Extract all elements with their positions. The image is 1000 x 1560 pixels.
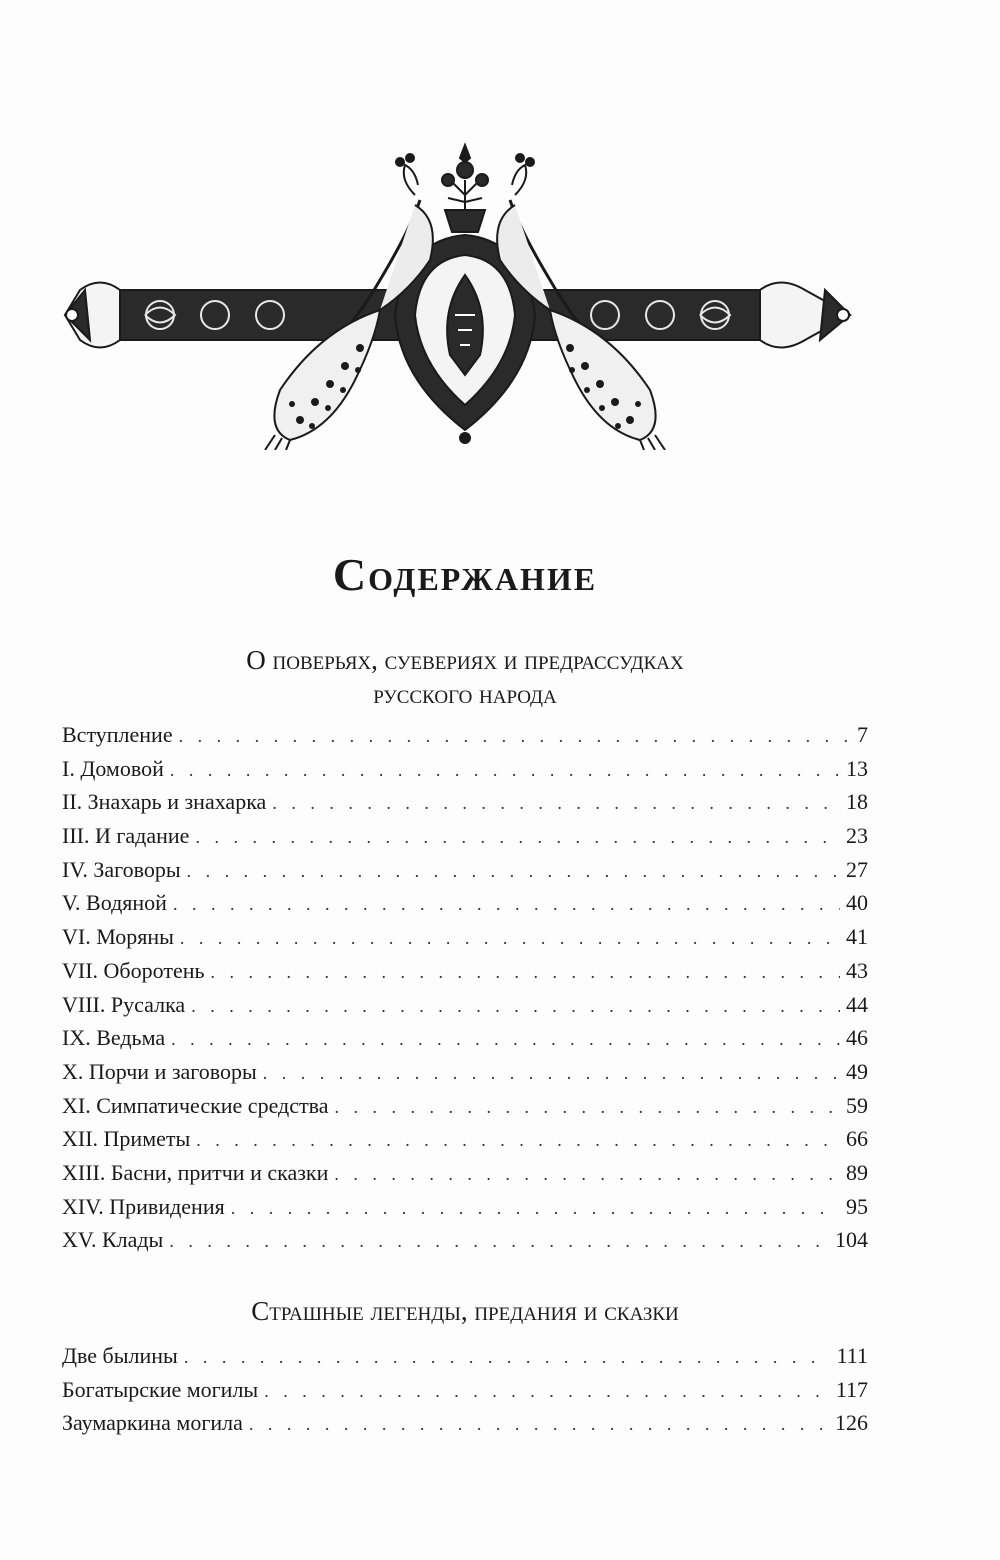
dot-leader	[231, 1198, 840, 1219]
toc-entry-label: XV. Клады	[62, 1227, 164, 1253]
toc-entry-label: XIV. Привидения	[62, 1193, 225, 1219]
toc-entry-label: VII. Оборотень	[62, 957, 205, 983]
toc-entry-page: 117	[835, 1376, 868, 1402]
toc-entry-label: Богатырские могилы	[62, 1376, 259, 1402]
peacock-headpiece-icon	[60, 140, 870, 450]
section-heading-1-line2: русского народа	[373, 679, 557, 709]
toc-entry-label: XII. Приметы	[62, 1126, 191, 1152]
toc-entry[interactable]	[62, 1227, 868, 1261]
toc-entry[interactable]	[62, 1126, 868, 1160]
toc-entry-page: 44	[846, 991, 868, 1017]
toc-entry-label: VI. Моряны	[62, 924, 174, 950]
toc-entry[interactable]	[62, 823, 868, 857]
dot-leader	[191, 996, 840, 1017]
toc-entry-page: 18	[846, 789, 868, 815]
dot-leader	[334, 1164, 840, 1185]
toc-entry[interactable]	[62, 1343, 868, 1377]
toc-entry[interactable]	[62, 1059, 868, 1093]
toc-entry-label: X. Порчи и заговоры	[62, 1058, 257, 1084]
toc-entry-page: 27	[846, 856, 868, 882]
toc-entry[interactable]	[62, 1194, 868, 1228]
dot-leader	[169, 1231, 829, 1252]
toc-entry-label: XIII. Басни, притчи и сказки	[62, 1159, 329, 1185]
toc-entry-page: 59	[846, 1092, 868, 1118]
dot-leader	[249, 1414, 829, 1435]
toc-entry[interactable]	[62, 890, 868, 924]
section-heading-2	[0, 1294, 930, 1328]
toc-entry-page: 66	[846, 1126, 868, 1152]
toc-entry-page: 23	[846, 823, 868, 849]
toc-list-2	[62, 1343, 868, 1444]
page-title: Содержание	[332, 549, 598, 600]
toc-entry-label: Заумаркина могила	[62, 1410, 243, 1436]
dot-leader	[180, 928, 840, 949]
toc-entry-label: XI. Симпатические средства	[62, 1092, 329, 1118]
dot-leader	[187, 861, 840, 882]
toc-entry[interactable]	[62, 1160, 868, 1194]
dot-leader	[173, 894, 840, 915]
toc-entry[interactable]	[62, 1377, 868, 1411]
toc-entry[interactable]	[62, 924, 868, 958]
dot-leader	[171, 1029, 840, 1050]
toc-entry-page: 7	[857, 722, 868, 747]
toc-entry-page: 104	[835, 1227, 868, 1253]
toc-entry-page: 126	[835, 1410, 868, 1436]
toc-entry-label: IX. Ведьма	[62, 1025, 166, 1051]
toc-entry[interactable]	[62, 958, 868, 992]
dot-leader	[263, 1063, 840, 1084]
section-heading-1	[0, 643, 930, 711]
toc-entry[interactable]	[62, 1025, 868, 1059]
dot-leader	[334, 1097, 840, 1118]
dot-leader	[184, 1347, 831, 1368]
dot-leader	[195, 827, 840, 848]
toc-entry-label: IV. Заговоры	[62, 856, 181, 882]
toc-entry-page: 49	[846, 1058, 868, 1084]
dot-leader	[211, 962, 840, 983]
dot-leader	[264, 1381, 830, 1402]
dot-leader	[179, 726, 851, 747]
toc-entry-page: 89	[846, 1159, 868, 1185]
section-heading-2-line1: Страшные легенды, предания и сказки	[251, 1296, 679, 1326]
toc-entry[interactable]	[62, 857, 868, 891]
toc-entry-label: V. Водяной	[62, 890, 167, 916]
dot-leader	[170, 760, 840, 781]
toc-entry-page: 13	[846, 755, 868, 781]
toc-entry-page: 95	[846, 1193, 868, 1219]
section-heading-1-line1: О поверьях, суевериях и предрассудках	[246, 645, 684, 675]
toc-entry-label: Две былины	[62, 1343, 178, 1368]
toc-entry-label: I. Домовой	[62, 755, 164, 781]
toc-entry-label: III. И гадание	[62, 823, 190, 849]
toc-entry[interactable]	[62, 992, 868, 1026]
toc-entry-page: 46	[846, 1025, 868, 1051]
toc-entry-label: II. Знахарь и знахарка	[62, 789, 267, 815]
toc-entry-page: 111	[836, 1343, 868, 1368]
toc-entry-page: 40	[846, 890, 868, 916]
toc-entry[interactable]	[62, 722, 868, 756]
toc-entry-label: Вступление	[62, 722, 173, 747]
dot-leader	[196, 1130, 840, 1151]
toc-entry-page: 43	[846, 957, 868, 983]
toc-entry-label: VIII. Русалка	[62, 991, 186, 1017]
toc-entry-page: 41	[846, 924, 868, 950]
dot-leader	[272, 793, 840, 814]
toc-entry[interactable]	[62, 756, 868, 790]
toc-entry[interactable]	[62, 1093, 868, 1127]
toc-entry[interactable]	[62, 1410, 868, 1444]
toc-list-1	[62, 722, 868, 1261]
toc-entry[interactable]	[62, 789, 868, 823]
